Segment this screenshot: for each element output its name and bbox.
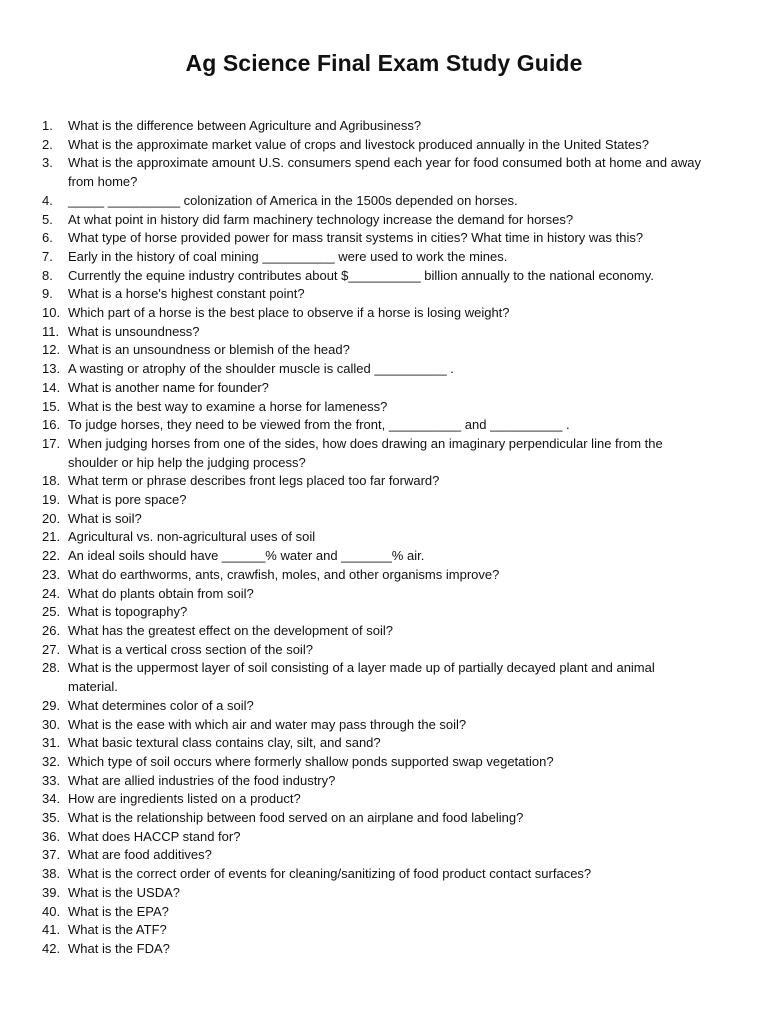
question-item — [0, 136, 768, 155]
question-item — [0, 267, 768, 286]
question-text: What is unsoundness? — [68, 323, 200, 339]
question-text: What is the ATF? — [68, 922, 167, 938]
question-number: 8. — [42, 267, 53, 283]
question-item — [0, 734, 768, 753]
question-item — [0, 229, 768, 248]
question-item — [0, 603, 768, 622]
question-item — [0, 416, 768, 435]
question-number: 28. — [42, 660, 61, 676]
question-number: 18. — [42, 473, 61, 489]
question-number: 37. — [42, 847, 61, 863]
question-number: 21. — [42, 529, 61, 545]
question-text: What is the relationship between food served on an airplane and food labeling? — [68, 810, 524, 826]
question-number: 17. — [42, 435, 61, 451]
question-number: 16. — [42, 417, 61, 433]
question-number: 1. — [42, 118, 53, 133]
page-title: Ag Science Final Exam Study Guide — [185, 50, 583, 76]
question-number: 40. — [42, 903, 61, 919]
question-number: 4. — [42, 192, 53, 208]
question-number: 19. — [42, 492, 61, 508]
question-number: 9. — [42, 286, 53, 302]
question-item — [0, 865, 768, 884]
question-number: 32. — [42, 753, 61, 769]
question-number: 38. — [42, 866, 61, 882]
question-text: To judge horses, they need to be viewed from the front, __________ and __________ . — [68, 417, 570, 433]
question-item — [0, 472, 768, 491]
question-text: _____ __________ colonization of America in the 1500s depended on horses. — [68, 192, 518, 208]
question-number: 6. — [42, 230, 53, 246]
question-item — [0, 772, 768, 791]
question-number: 33. — [42, 772, 61, 788]
question-item — [0, 622, 768, 641]
question-item — [0, 566, 768, 585]
question-item — [0, 790, 768, 809]
question-item — [0, 304, 768, 323]
question-number: 34. — [42, 791, 61, 807]
question-item — [0, 323, 768, 342]
question-number: 42. — [42, 940, 61, 956]
question-item — [0, 884, 768, 903]
question-number: 11. — [42, 323, 60, 339]
question-number: 41. — [42, 922, 61, 938]
question-number: 25. — [42, 604, 61, 620]
question-number: 3. — [42, 155, 53, 171]
question-number: 26. — [42, 622, 61, 638]
question-item — [0, 641, 768, 660]
question-text: What is the correct order of events for cleaning/sanitizing of food product contact surfaces? — [68, 866, 592, 882]
question-text: Currently the equine industry contributes about $__________ billion annually to the national economy. — [68, 267, 654, 283]
question-item — [0, 285, 768, 304]
question-text: Early in the history of coal mining __________ were used to work the mines. — [68, 248, 508, 264]
question-text: What is soil? — [68, 510, 142, 526]
question-number: 31. — [42, 735, 61, 751]
question-item — [0, 585, 768, 604]
question-text: What term or phrase describes front legs placed too far forward? — [68, 473, 440, 489]
question-text: What is the difference between Agriculture and Agribusiness? — [68, 118, 422, 133]
question-number: 39. — [42, 884, 61, 900]
question-text: Which type of soil occurs where formerly shallow ponds supported swap vegetation? — [68, 753, 554, 769]
question-item — [0, 248, 768, 267]
question-text: What do earthworms, ants, crawfish, moles, and other organisms improve? — [68, 566, 500, 582]
question-text: What is the approximate amount U.S. consumers spend each year for food consumed both at home and away from home? — [68, 155, 702, 190]
question-number: 5. — [42, 211, 53, 227]
question-text: What determines color of a soil? — [68, 697, 254, 713]
question-text: What is the best way to examine a horse for lameness? — [68, 398, 388, 414]
question-text: Which part of a horse is the best place to observe if a horse is losing weight? — [68, 305, 510, 321]
question-number: 20. — [42, 510, 61, 526]
question-number: 10. — [42, 305, 61, 321]
question-item — [0, 360, 768, 379]
question-text: What do plants obtain from soil? — [68, 585, 254, 601]
question-text: What is the USDA? — [68, 884, 180, 900]
question-item — [0, 547, 768, 566]
question-text: What does HACCP stand for? — [68, 828, 241, 844]
question-text: When judging horses from one of the sides, how does drawing an imaginary perpendicular line from the shoulder or hip help the judging process? — [68, 435, 663, 470]
question-item — [0, 809, 768, 828]
question-text: What is a vertical cross section of the soil? — [68, 641, 313, 657]
question-number: 27. — [42, 641, 61, 657]
question-number: 2. — [42, 136, 53, 152]
question-text: What is the FDA? — [68, 940, 170, 956]
question-item — [0, 341, 768, 360]
question-item — [0, 510, 768, 529]
question-text: What type of horse provided power for mass transit systems in cities? What time in history was this? — [68, 230, 644, 246]
question-number: 22. — [42, 548, 61, 564]
question-number: 30. — [42, 716, 61, 732]
question-item — [0, 211, 768, 230]
question-number: 29. — [42, 697, 61, 713]
question-item — [0, 753, 768, 772]
question-item — [0, 903, 768, 922]
question-text: Agricultural vs. non-agricultural uses of soil — [68, 529, 316, 545]
question-number: 24. — [42, 585, 61, 601]
question-item — [0, 117, 768, 136]
question-item — [0, 528, 768, 547]
question-number: 15. — [42, 398, 61, 414]
question-item — [0, 921, 768, 940]
question-text: What basic textural class contains clay, silt, and sand? — [68, 735, 381, 751]
question-text: What is topography? — [68, 604, 188, 620]
question-number: 12. — [42, 342, 61, 358]
question-item — [0, 192, 768, 211]
question-text: How are ingredients listed on a product? — [68, 791, 301, 807]
question-item — [0, 398, 768, 417]
question-text: What are food additives? — [68, 847, 212, 863]
question-text: What is pore space? — [68, 492, 187, 508]
question-item — [0, 491, 768, 510]
question-number: 14. — [42, 379, 61, 395]
question-text: What are allied industries of the food industry? — [68, 772, 336, 788]
question-text: What is the ease with which air and water may pass through the soil? — [68, 716, 467, 732]
question-text: What is the EPA? — [68, 903, 169, 919]
question-text: A wasting or atrophy of the shoulder muscle is called __________ . — [68, 361, 454, 377]
question-text: An ideal soils should have ______% water and _______% air. — [68, 548, 425, 564]
question-item — [0, 697, 768, 716]
question-text: What has the greatest effect on the development of soil? — [68, 622, 393, 638]
question-number: 13. — [42, 361, 61, 377]
question-item — [0, 154, 768, 191]
question-text: At what point in history did farm machinery technology increase the demand for horses? — [68, 211, 574, 227]
question-item — [0, 940, 768, 959]
question-item — [0, 846, 768, 865]
question-text: What is an unsoundness or blemish of the head? — [68, 342, 350, 358]
question-item — [0, 379, 768, 398]
question-item — [0, 716, 768, 735]
question-text: What is another name for founder? — [68, 379, 269, 395]
question-list — [0, 117, 768, 959]
question-item — [0, 828, 768, 847]
question-number: 23. — [42, 566, 61, 582]
question-number: 35. — [42, 810, 61, 826]
question-item — [0, 659, 768, 696]
question-item — [0, 435, 768, 472]
question-text: What is the uppermost layer of soil consisting of a layer made up of partially decayed plant and animal material. — [68, 660, 655, 695]
question-text: What is the approximate market value of crops and livestock produced annually in the United States? — [68, 136, 649, 152]
question-number: 36. — [42, 828, 61, 844]
question-text: What is a horse's highest constant point? — [68, 286, 305, 302]
question-number: 7. — [42, 248, 53, 264]
